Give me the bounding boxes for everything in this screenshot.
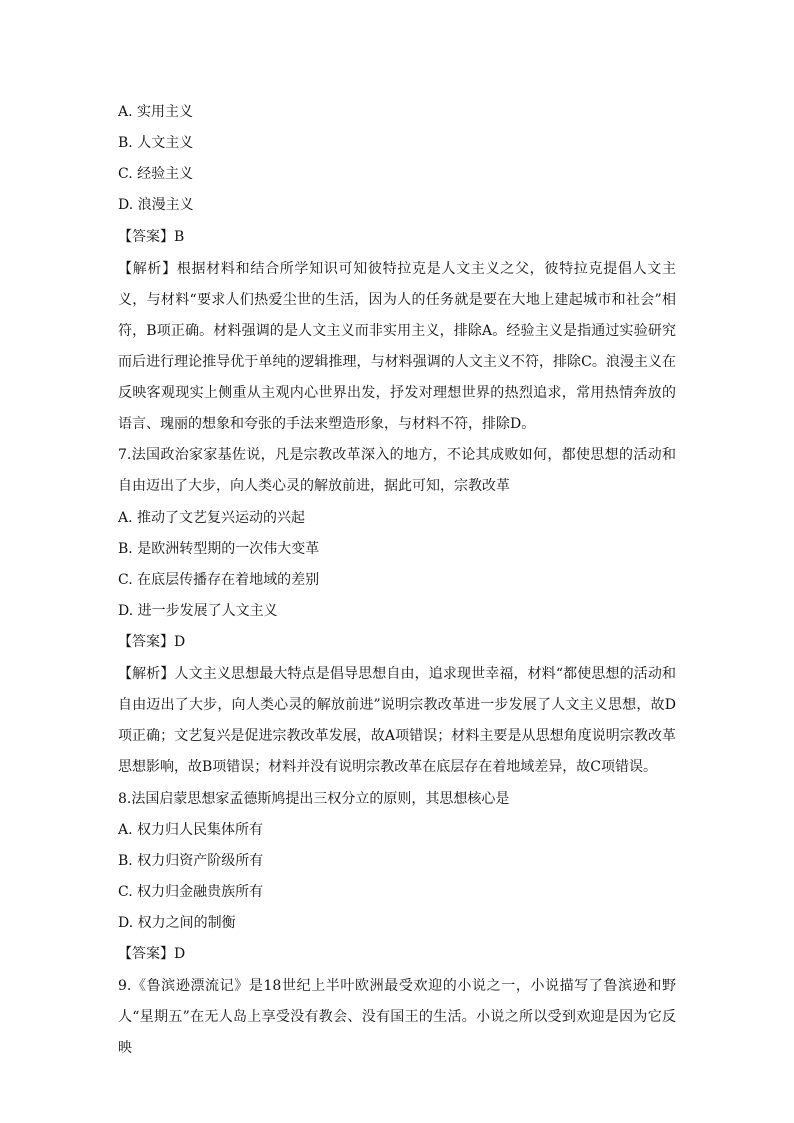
q7-option-a: A. 推动了文艺复兴运动的兴起 [118,510,306,526]
q8-option-c: C. 权力归金融贵族所有 [118,884,264,900]
q7-option-d: D. 进一步发展了人文主义 [118,603,278,619]
q6-analysis [118,254,676,440]
q7-stem: 7.法国政治家家基佐说，凡是宗教改革深入的地方，不论其成败如何，都使思想的活动和自由迈出了大步，向人类心灵的解放前进，据此可知，宗教改革 [118,447,676,494]
q9-stem: 9.《鲁滨逊漂流记》是18世纪上半叶欧洲最受欢迎的小说之一，小说描写了鲁滨逊和野人“星期五”在无人岛上享受没有教会、没有国王的生活。小说之所以受到欢迎是因为它反映 [118,978,676,1056]
q8-answer: 【答案】D [118,946,186,962]
q8-stem: 8.法国启蒙思想家孟德斯鸠提出三权分立的原则，其思想核心是 [118,791,510,807]
q8-option-d: D. 权力之间的制衡 [118,915,236,931]
q6-answer: 【答案】B [118,229,185,245]
q6-option-b: B. 人文主义 [118,135,194,151]
q6-analysis-text: 根据材料和结合所学知识可知彼特拉克是人文主义之父，彼特拉克提倡人文主义，与材料“要求人们热爱尘世的生活，因为人的任务就是要在大地上建起城市和社会”相符，B项正确。材料强调的是人文主义而非实用主义，排除A。经验主义是指通过实验研究而后进行理论推导优于单纯的逻辑推理，与材料强调的人文主义不符，排除C。浪漫主义在反映客观现实上侧重从主观内心世界出发，抒发对理想世界的热烈追求，常用热情奔放的语言、瑰丽的想象和夸张的手法来塑造形象，与材料不符，排除D。 [118,261,676,432]
q6-option-d: D. 浪漫主义 [118,197,194,213]
q6-option-c: C. 经验主义 [118,166,194,182]
q7-analysis [118,659,676,783]
q8-option-b: B. 权力归资产阶级所有 [118,853,264,869]
q6-analysis-label: 【解析】 [118,261,177,277]
q7-answer: 【答案】D [118,634,186,650]
q8-option-a: A. 权力归人民集体所有 [118,822,264,838]
q7-analysis-label: 【解析】 [118,666,175,682]
q6-option-a: A. 实用主义 [118,104,194,120]
q7-option-b: B. 是欧洲转型期的一次伟大变革 [118,541,320,557]
q7-analysis-text: 人文主义思想最大特点是倡导思想自由，追求现世幸福，材料“都使思想的活动和自由迈出了大步，向人类心灵的解放前进”说明宗教改革进一步发展了人文主义思想，故D项正确；文艺复兴是促进宗教改革发展，故A项错误；材料主要是从思想角度说明宗教改革思想影响，故B项错误；材料并没有说明宗教改革在底层存在着地域差异，故C项错误。 [118,666,677,775]
q7-option-c: C. 在底层传播存在着地域的差别 [118,572,320,588]
